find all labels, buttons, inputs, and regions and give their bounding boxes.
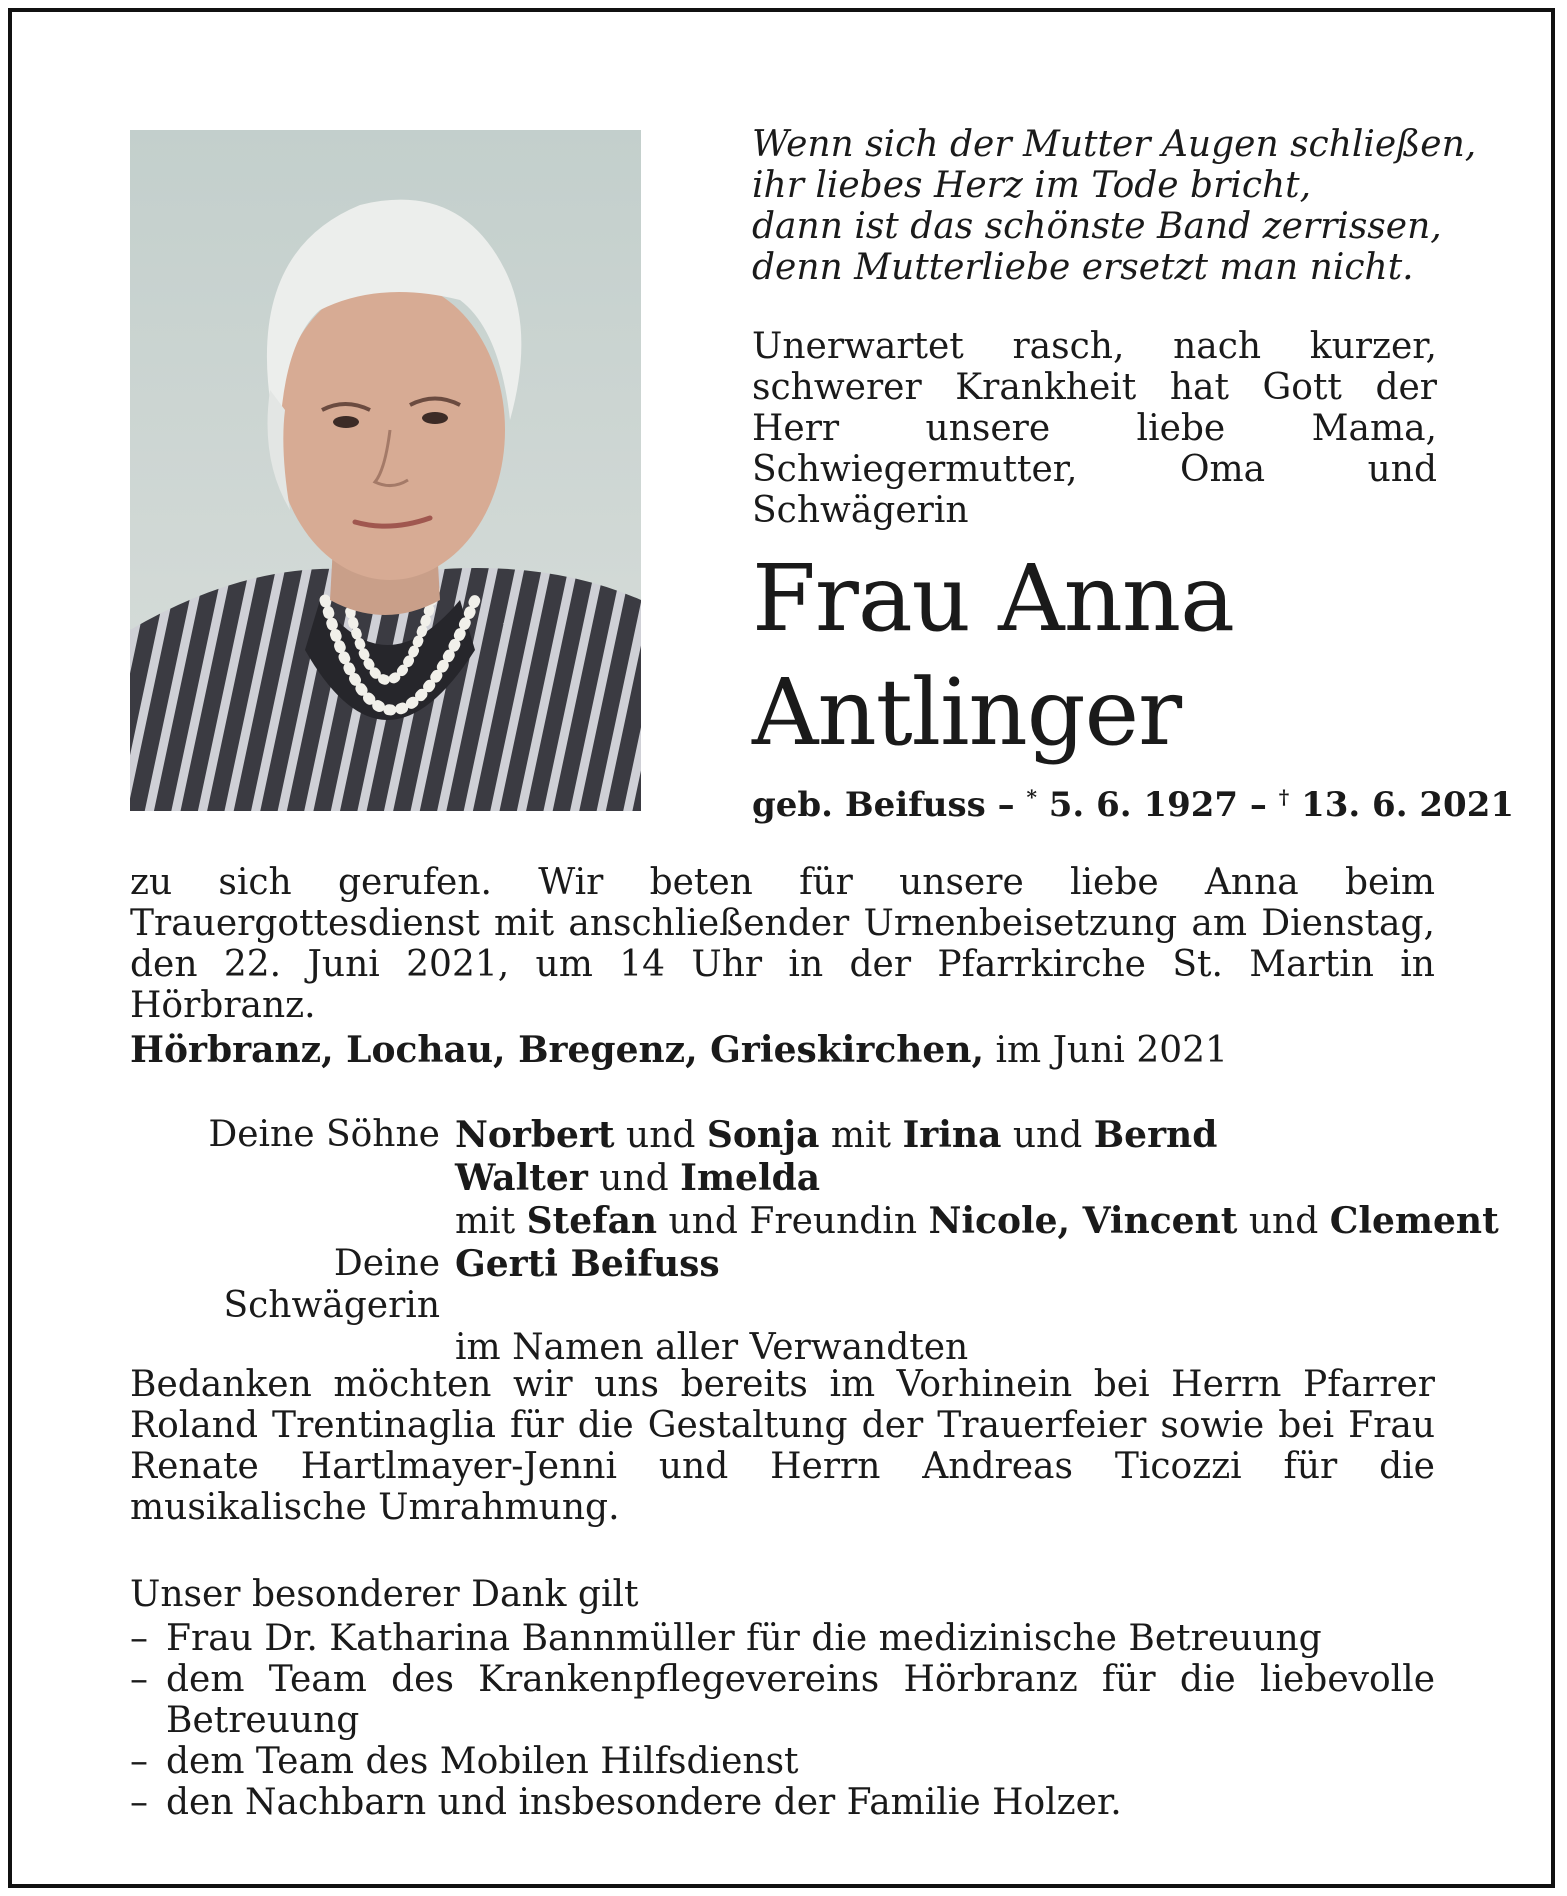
mourner-role-empty: [130, 1327, 455, 1369]
mourner-name: Norbert: [455, 1114, 615, 1156]
death-date: 13. 6. 2021: [1289, 785, 1515, 825]
list-item: [130, 1741, 1435, 1782]
date-line: im Juni 2021: [984, 1030, 1228, 1071]
mourner-name: Stefan: [526, 1200, 658, 1242]
mourner-name: Bernd: [1093, 1114, 1218, 1156]
birth-date: 5. 6. 1927: [1036, 785, 1239, 825]
mourner-name: Sonja: [706, 1114, 820, 1156]
connector: und: [614, 1115, 707, 1156]
list-dash: –: [130, 1659, 148, 1700]
mourner-names: [455, 1327, 968, 1369]
mourner-name: Clement: [1329, 1200, 1499, 1242]
closing-line: im Namen aller Verwandten: [455, 1327, 969, 1368]
poem-line: denn Mutterliebe ersetzt man nicht.: [752, 247, 1414, 288]
lifespan: [752, 775, 1514, 827]
funeral-details: zu sich gerufen. Wir beten für unsere liebe Anna beim Trauergottesdienst mit anschließender Urnenbeisetzung am Dienstag, den 22. Juni 2021, um 14 Uhr in der Pfarrkirche St. Martin in Hörbranz.: [130, 862, 1435, 1026]
list-dash: –: [130, 1618, 148, 1659]
list-dash: –: [130, 1782, 148, 1823]
memorial-poem: [752, 124, 1477, 288]
mourners-row: [130, 1114, 1440, 1157]
mourner-name: Nicole, Vincent: [928, 1200, 1238, 1242]
connector: und: [587, 1158, 681, 1199]
mourners-row: [130, 1157, 1440, 1200]
portrait-photo: [130, 130, 641, 811]
poem-line: dann ist das schönste Band zerrissen,: [752, 206, 1442, 247]
poem-line: ihr liebes Herz im Tode bricht,: [752, 165, 1312, 206]
connector: mit: [455, 1201, 527, 1242]
birth-symbol: *: [1026, 785, 1037, 809]
mourner-names: [455, 1157, 820, 1200]
mourner-names: [455, 1243, 720, 1327]
mourner-role: Deine Söhne: [208, 1114, 440, 1155]
connector: und: [1001, 1115, 1094, 1156]
connector: mit: [819, 1115, 903, 1156]
list-item-text: den Nachbarn und insbesondere der Familie Holzer.: [166, 1782, 1122, 1823]
mourner-role: Deine Schwägerin: [223, 1243, 440, 1326]
maiden-name: geb. Beifuss: [752, 785, 986, 825]
mourner-names: [455, 1200, 1499, 1243]
places: Hörbranz, Lochau, Bregenz, Grieskirchen,: [130, 1029, 985, 1071]
mourners-row: [130, 1327, 1440, 1369]
death-symbol: †: [1278, 785, 1290, 809]
connector: und: [1237, 1201, 1330, 1242]
mourners-row: [130, 1200, 1499, 1243]
places-date: [130, 1030, 1228, 1071]
mourners-list: [130, 1114, 1499, 1369]
announcement-intro: Unerwartet rasch, nach kurzer, schwerer Krankheit hat Gott der Herr unsere liebe Mama, Schwiegermutter, Oma und Schwägerin: [752, 326, 1437, 531]
poem-line: Wenn sich der Mutter Augen schließen,: [752, 124, 1477, 165]
name-line-2: Antlinger: [752, 659, 1182, 766]
list-item: [130, 1659, 1435, 1741]
list-item: [130, 1618, 1435, 1659]
mourner-names: [455, 1114, 1217, 1157]
mourners-row: [130, 1243, 1440, 1327]
mourner-name: Walter: [455, 1157, 588, 1199]
list-item-text: dem Team des Krankenpflegevereins Hörbranz für die liebevolle Betreuung: [166, 1659, 1435, 1741]
special-thanks-list: [130, 1618, 1435, 1823]
list-item-text: dem Team des Mobilen Hilfsdienst: [166, 1741, 799, 1782]
list-item-text: Frau Dr. Katharina Bannmüller für die medizinische Betreuung: [166, 1618, 1322, 1659]
separator: –: [1238, 785, 1279, 825]
mourner-role-empty: [130, 1157, 455, 1200]
mourner-name: Imelda: [680, 1157, 821, 1199]
deceased-name: [752, 542, 1452, 770]
thanks-paragraph: Bedanken möchten wir uns bereits im Vorhinein bei Herrn Pfarrer Roland Trentinaglia für die Gestaltung der Trauerfeier sowie bei Frau Renate Hartlmayer-Jenni und Herrn Andreas Ticozzi für die musikalische Umrahmung.: [130, 1364, 1435, 1528]
list-item: [130, 1782, 1435, 1823]
special-thanks-intro: Unser besonderer Dank gilt: [130, 1574, 639, 1615]
mourner-name: Irina: [902, 1114, 1002, 1156]
mourner-role-empty: [130, 1200, 455, 1243]
list-dash: –: [130, 1741, 148, 1782]
separator: –: [985, 785, 1027, 825]
connector: und Freundin: [657, 1201, 929, 1242]
name-line-1: Frau Anna: [752, 545, 1234, 652]
mourner-name: Gerti Beifuss: [455, 1243, 720, 1285]
